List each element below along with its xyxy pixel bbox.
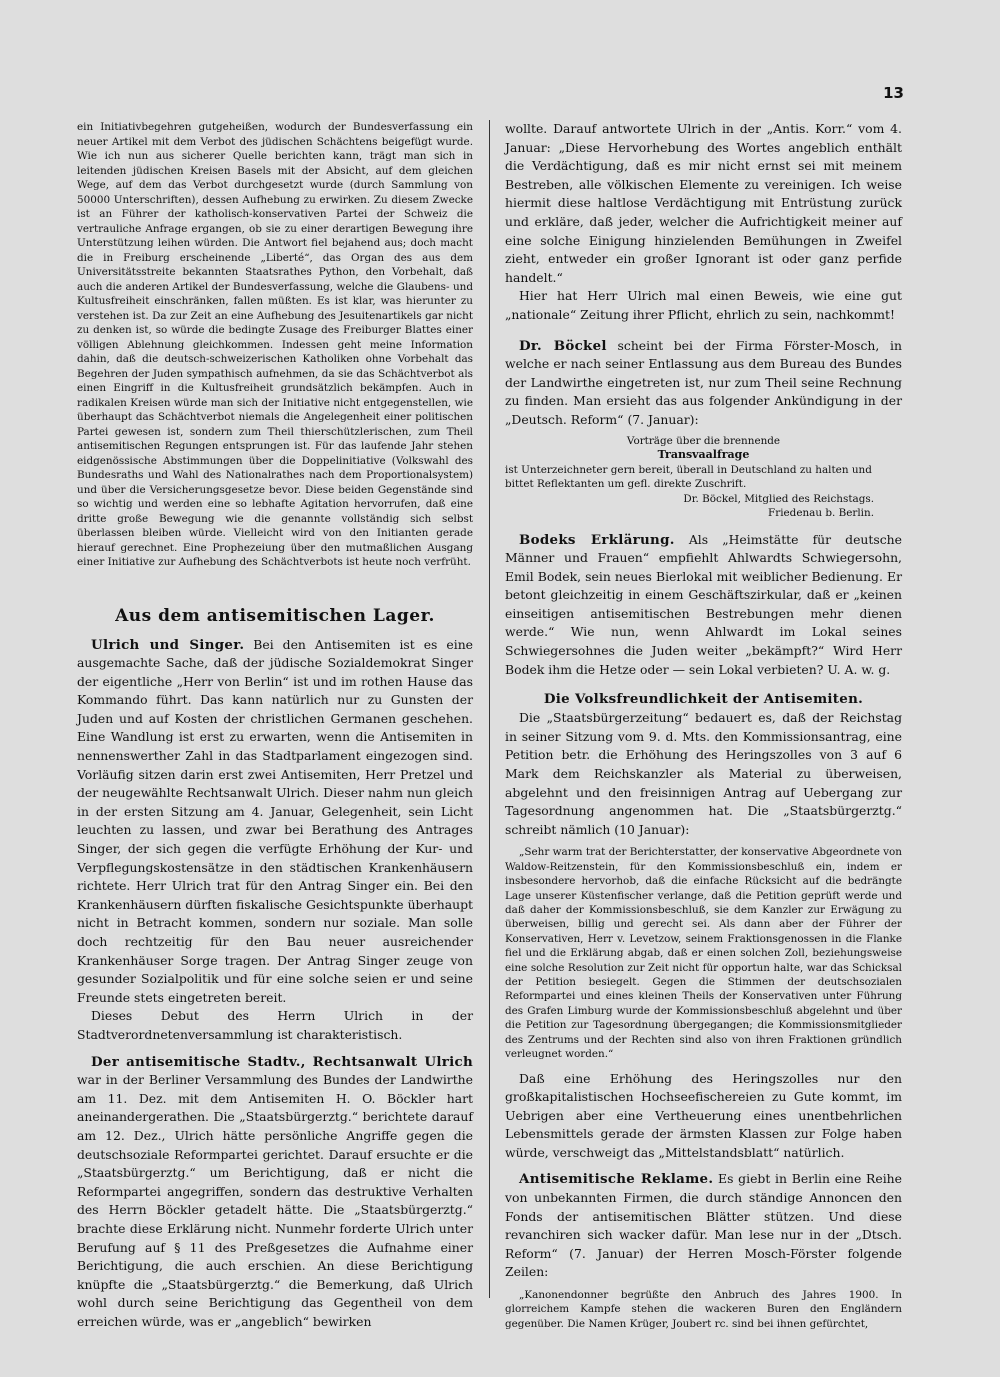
page-number: 13 <box>883 84 904 102</box>
article-body: Bei den Antisemiten ist es eine ausgemachte Sache, daß der jüdische Sozialdemokrat Singer der eigentliche „Herr von Berlin“ ist und im rothen Hause das Kommando führt. Das kann natürlich nur zu Gunsten der Juden und auf Kosten der christlichen Germanen geschehen. Eine Wandlung ist erst zu erwarten, wenn die Antisemiten in nennenswerther Zahl in das Stadtparlament eingezogen sind. Vorläufig sitzen darin erst zwei Antisemiten, Herr Pretzel und der neugewählte Rechtsanwalt Ulrich. Dieser nahm nun gleich in der ersten Sitzung am 4. Januar, Gelegenheit, sein Licht leuchten zu lassen, und zwar bei Berathung des Antrages Singer, der sich gegen die verfügte Erhöhung der Kur- und Verpflegungskostensätze in den städtischen Krankenhäusern richtete. Herr Ulrich trat für den Antrag Singer ein. Bei den Krankenhäusern dürften fiskalische Gesichtspunkte überhaupt nicht in Betracht kommen, sondern nur soziale. Man solle doch rechtzeitig für den Bau neuer ausreichender Krankenhäuser Sorge tragen. Der Antrag Singer zeuge von gesunder Sozialpolitik und für eine solche seien er und seine Freunde stets eingetreten bereit. <box>77 636 474 1005</box>
quoted-passage: „Kanonendonner begrüßte den Anbruch des Jahres 1900. In glorreichem Kampfe stehen die wackeren Buren den Engländern gegenüber. Die Namen Krüger, Joubert rc. sind bei ihnen gefürchtet, <box>505 1289 902 1330</box>
section-heading: Aus dem antisemitischen Lager. <box>115 605 435 626</box>
article-heading: Dr. Böckel <box>519 337 607 354</box>
article-heading: Der antisemitische Stadtv., Rechtsanwalt Ulrich <box>91 1053 473 1070</box>
article-paragraph: Die „Staatsbürgerzeitung“ bedauert es, daß der Reichstag in seiner Sitzung vom 9. d. Mts. den Kommissionsantrag, eine Petition betr. die Erhöhung des Heringszolles von 3 auf 6 Mark dem Reichskanzler als Material zu überweisen, abgelehnt und den freisinnigen Antrag auf Uebergang zur Tagesordnung angenommen hat. Die „Staatsbürgerztg.“ schreibt nämlich (10 Januar): <box>505 710 902 837</box>
article-paragraph: Dieses Debut des Herrn Ulrich in der Stadtverordnetenversammlung ist charakteristisch. <box>77 1008 473 1042</box>
article-heading: Antisemitische Reklame. <box>519 1171 714 1188</box>
article-boeckel <box>505 337 902 430</box>
ad-title: Transvaalfrage <box>657 448 750 461</box>
article-body: scheint bei der Firma Förster-Mosch, in welche er nach seiner Entlassung aus dem Bureau des Bundes der Landwirthe eingetreten ist, nur zum Theil seine Rechnung zu finden. Man ersieht das aus folgender Ankündigung in der „Deutsch. Reform“ (7. Januar): <box>505 337 902 427</box>
ad-signature: Dr. Böckel, Mitglied des Reichstags. <box>683 492 874 505</box>
article-heading: Bodeks Erklärung. <box>519 531 675 548</box>
article-ulrich-stadtv <box>77 1053 473 1332</box>
left-column <box>77 120 473 1331</box>
article-body: Es giebt in Berlin eine Reihe von unbekannten Firmen, die durch ständige Annoncen den Fonds der antisemitischen Blätter stützen. Und diese revanchiren sich wacker dafür. Man lese nur in der „Dtsch. Reform“ (7. Januar) der Herren Mosch-Förster folgende Zeilen: <box>505 1171 902 1280</box>
article-body: war in der Berliner Versammlung des Bundes der Landwirthe am 11. Dez. mit dem Antisemiten H. O. Böckler hart aneinandergerathen. Die „Staatsbürgerztg.“ berichtete darauf am 12. Dez., Ulrich hätte persönliche Angriffe gegen die deutschsoziale Reformpartei gerichtet. Darauf ersuchte er die „Staatsbürgerztg.“ um Berichtigung, daß er nicht die Reformpartei angegriffen, sondern das destruktive Verhalten des Herrn Böckler getadelt hätte. Die „Staatsbürgerztg.“ brachte diese Erklärung nicht. Nunmehr forderte Ulrich unter Berufung auf § 11 des Preßgesetzes die Aufnahme einer Berichtigung, die auch erschien. An diese Berichtigung knüpfte die „Staatsbürgerztg.“ die Bemerkung, daß Ulrich wohl durch seine Berichtigung das Gegentheil von dem erreichen würde, was er „angeblich“ bewirken <box>77 1072 473 1329</box>
article-reklame <box>505 1170 902 1282</box>
quoted-advertisement <box>505 434 902 521</box>
article-paragraph: Daß eine Erhöhung des Heringszolles nur den großkapitalistischen Hochseefischereien zu Gute kommt, im Uebrigen aber eine Vertheuerung eines unentbehrlichen Lebensmittels gerade der ärmsten Klassen zur Folge haben würde, verschweigt das „Mittelstandsblatt“ natürlich. <box>505 1070 902 1160</box>
article-heading: Ulrich und Singer. <box>91 636 245 653</box>
article-bodek <box>505 531 902 680</box>
ad-address: Friedenau b. Berlin. <box>768 507 874 519</box>
article-heading: Die Volksfreundlichkeit der Antisemiten. <box>543 691 864 708</box>
ad-line: Vorträge über die brennende <box>626 434 781 447</box>
article-body: Als „Heimstätte für deutsche Männer und Frauen“ empfiehlt Ahlwardts Schwiegersohn, Emil Bodek, sein neues Bierlokal mit weiblicher Bedienung. Er betont gleichzeitig in einem Geschäftszirkular, daß er „keinen einseitigen antisemitischen Bestrebungen mehr dienen werde.“ Wie nun, wenn Ahlwardt im Lokal seines Schwiegersohnes die Juden weiter „bekämpft?“ Wird Herr Bodek ihm die Hetze oder — sein Lokal verbieten? U. A. w. g. <box>505 531 902 677</box>
article-paragraph: wollte. Darauf antwortete Ulrich in der „Antis. Korr.“ vom 4. Januar: „Diese Hervorhebung des Wortes angeblich enthält die Verdächtigung, daß es mir nicht ernst sei mit meinem Bestreben, alle völkischen Elemente zu vereinigen. Ich weise hiermit diese haltlose Verdächtigung mit Entrüstung zurück und erkläre, daß jeder, welcher die Aufrichtigkeit meiner auf eine solche Einigung hinzielenden Bemühungen in Zweifel zieht, entweder ein großer Ignorant ist oder ganz perfide handelt.“ <box>505 121 902 285</box>
column-divider <box>489 120 490 1298</box>
quoted-passage: „Sehr warm trat der Berichterstatter, der konservative Abgeordnete von Waldow-Reitzenstein, für den Kommissionsbeschluß ein, indem er insbesondere hervorhob, daß die einfache Rücksicht auf die bedrängte Lage unserer Küstenfischer verlange, daß die Petition geprüft werde und daß daher der Kommissionsbeschluß, sie dem Kanzler zur Erwägung zu überweisen, billig und gerecht sei. Als dann aber der Führer der Konservativen, Herr v. Levetzow, seinem Fraktionsgenossen in die Flanke fiel und die Erklärung abgab, daß er einen solchen Zoll, beziehungsweise eine solche Resolution zur Zeit nicht für opportun halte, war das Schicksal der Petition besiegelt. Gegen die Stimmen der deutschsozialen Reformpartei und eines kleinen Theils der Konservativen unter Führung des Grafen Limburg wurde der Kommissionsbeschluß abgelehnt und über die Petition zur Tagesordnung übergegangen; die Kommissionsmitglieder des Zentrums und der Rechten sind also von ihren Fraktionen gründlich verleugnet worden.“ <box>505 846 902 1061</box>
right-column <box>505 120 902 1331</box>
article-ulrich-singer <box>77 636 473 1008</box>
article-paragraph: Hier hat Herr Ulrich mal einen Beweis, wie eine gut „nationale“ Zeitung ihrer Pflicht, ehrlich zu sein, nachkommt! <box>505 288 902 322</box>
ad-text: ist Unterzeichneter gern bereit, überall in Deutschland zu halten und bittet Reflektanten um gefl. direkte Zuschrift. <box>505 463 872 490</box>
article-continuation: ein Initiativbegehren gutgeheißen, wodurch der Bundesverfassung ein neuer Artikel mit dem Verbot des jüdischen Schächtens beigefügt wurde. Wie ich nun aus sicherer Quelle berichten kann, trägt man sich in leitenden jüdischen Kreisen Basels mit der Absicht, auf dem gleichen Wege, auf dem das Verbot durchgesetzt wurde (durch Sammlung von 50000 Unterschriften), dessen Aufhebung zu erwirken. Zu diesem Zwecke ist an Führer der katholisch-konservativen Partei der Schweiz die vertrauliche Anfrage ergangen, ob sie zu einer derartigen Bewegung ihre Unterstützung leihen würden. Die Antwort fiel bejahend aus; doch macht die in Freiburg erscheinende „Liberté“, das Organ des aus dem Universitätsstreite bekannten Staatsrathes Python, den Vorbehalt, daß auch die anderen Artikel der Bundesverfassung, welche die Glaubens- und Kultusfreiheit einschränken, fallen müßten. Es ist klar, was hierunter zu verstehen ist. Da zur Zeit an eine Aufhebung des Jesuitenartikels gar nicht zu denken ist, so würde die bedingte Zusage des Freiburger Blattes einer völligen Ablehnung gleichkommen. Indessen geht meine Information dahin, daß die deutsch-schweizerischen Katholiken ohne Vorbehalt das Begehren der Juden sympathisch aufnehmen, da sie das Schächtverbot als einen Eingriff in die Kultusfreiheit grundsätzlich bekämpfen. Auch in radikalen Kreisen würde man sich der Initiative nicht entgegenstellen, wie überhaupt das Schächtverbot niemals die Angelegenheit einer politischen Partei gewesen ist, sondern zum Theil thierschützlerischen, zum Theil antisemitischen Regungen entsprungen ist. Für das laufende Jahr stehen eidgenössische Abstimmungen über die Doppelinitiative (Volkswahl des Bundesraths und Wahl des Nationalrathes nach dem Proportionalsystem) und über die Versicherungsgesetze bevor. Diese beiden Gegenstände sind so wichtig und werden eine so lebhafte Agitation hervorrufen, daß eine dritte große Bewegung wie die genannte vollständig sich selbst überlassen bleiben würde. Vielleicht wird von den Initianten gerade hierauf gerechnet. Eine Prophezeiung über den mutmaßlichen Ausgang einer Initiative zur Aufhebung des Schächtverbots ist heute noch verfrüht. <box>77 121 473 568</box>
